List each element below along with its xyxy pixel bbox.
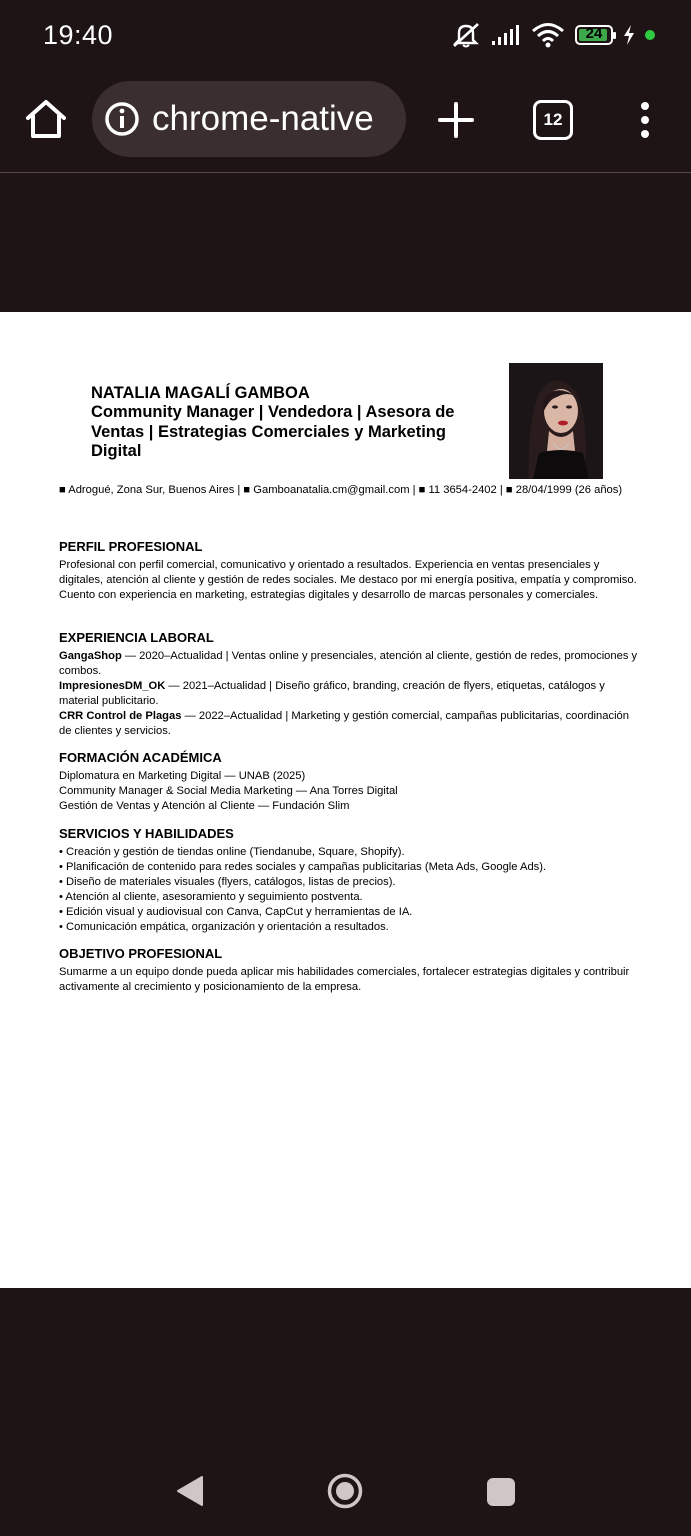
section-text: Profesional con perfil comercial, comunicativo y orientado a resultados. Experiencia en ventas presenciales y digitales, atención al cliente y gestión de redes sociales. Me destaco por mi energía positiva, empatía y compromiso. Cuento con experiencia en marketing, estrategias digitales y desarrollo de marcas personales y comerciales. [59, 559, 637, 601]
section-title: FORMACIÓN ACADÉMICA [59, 750, 222, 765]
url-text[interactable]: chrome-native [152, 99, 374, 138]
dot-indicator [645, 30, 655, 40]
omnibox[interactable] [92, 81, 406, 157]
list-item: • Planificación de contenido para redes sociales y campañas publicitarias (Meta Ads, Google Ads). [59, 861, 547, 873]
list-item: • Comunicación empática, organización y orientación a resultados. [59, 921, 389, 933]
resume-headline: Community Manager | Vendedora | Asesora de Ventas | Estrategias Comerciales y Marketing Digital [91, 403, 455, 460]
section-experience [59, 630, 639, 739]
section-objective [59, 946, 639, 995]
tabs-icon[interactable]: 12 [533, 100, 573, 140]
section-profile [59, 539, 639, 603]
battery-level: 24 [585, 25, 603, 42]
toolbar-divider [0, 172, 691, 173]
section-skills [59, 826, 639, 935]
section-title: SERVICIOS Y HABILIDADES [59, 826, 234, 841]
home-icon[interactable] [22, 96, 70, 144]
more-vert-icon[interactable] [630, 100, 660, 140]
battery-icon [575, 25, 613, 45]
list-item: • Atención al cliente, asesoramiento y seguimiento postventa. [59, 891, 363, 903]
section-text: Sumarme a un equipo donde pueda aplicar mis habilidades comerciales, fortalecer estrategias digitales y contribuir activamente al crecimiento y posicionamiento de la empresa. [59, 966, 630, 993]
section-title: OBJETIVO PROFESIONAL [59, 946, 223, 961]
plus-icon[interactable] [436, 96, 476, 144]
home-circle-icon[interactable] [327, 1473, 363, 1509]
signal-icon [491, 24, 521, 46]
wifi-icon [531, 22, 565, 48]
list-item: CRR Control de Plagas — 2022–Actualidad | Marketing y gestión comercial, campañas publicitarias, coordinación de clientes y servicios. [59, 710, 630, 737]
resume-page [0, 312, 691, 1288]
recents-icon[interactable] [487, 1478, 515, 1506]
section-education [59, 750, 639, 814]
list-item: • Diseño de materiales visuales (flyers, catálogos, listas de precios). [59, 876, 396, 888]
profile-photo [509, 363, 603, 479]
list-item: ImpresionesDM_OK — 2021–Actualidad | Diseño gráfico, branding, creación de flyers, etiquetas, catálogos y material publicitario. [59, 680, 605, 707]
system-nav-bar [0, 1440, 691, 1536]
status-bar [0, 0, 691, 76]
back-icon[interactable] [176, 1475, 204, 1507]
section-title: EXPERIENCIA LABORAL [59, 630, 214, 645]
status-icons [451, 22, 655, 48]
resume-name: NATALIA MAGALÍ GAMBOA [91, 384, 310, 402]
list-item: Community Manager & Social Media Marketing — Ana Torres Digital [59, 785, 398, 797]
clock: 19:40 [43, 20, 114, 50]
contact-line: ■ Adrogué, Zona Sur, Buenos Aires | ■ Gamboanatalia.cm@gmail.com | ■ 11 3654-2402 | ■ 28/04/1999 (26 años) [59, 484, 623, 496]
mute-icon [451, 22, 481, 48]
list-item: Diplomatura en Marketing Digital — UNAB (2025) [59, 770, 306, 782]
list-item: • Creación y gestión de tiendas online (Tiendanube, Square, Shopify). [59, 846, 405, 858]
list-item: GangaShop — 2020–Actualidad | Ventas online y presenciales, atención al cliente, gestión de redes, promociones y combos. [59, 650, 638, 677]
charging-icon [623, 25, 635, 45]
info-icon[interactable] [104, 101, 140, 137]
list-item: Gestión de Ventas y Atención al Cliente — Fundación Slim [59, 800, 350, 812]
section-title: PERFIL PROFESIONAL [59, 539, 203, 554]
list-item: • Edición visual y audiovisual con Canva, CapCut y herramientas de IA. [59, 906, 413, 918]
